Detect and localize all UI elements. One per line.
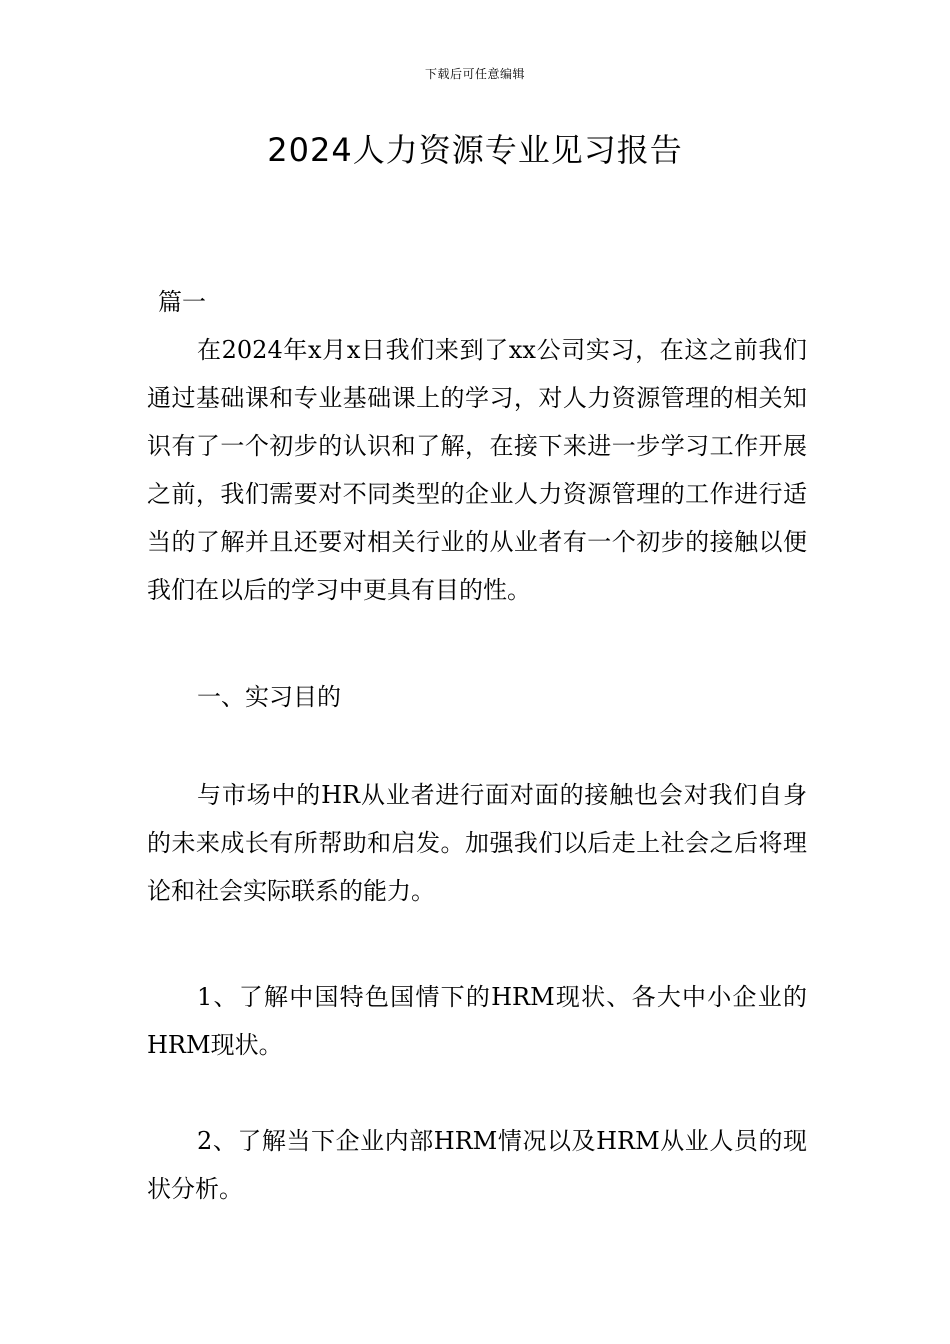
section-heading-block	[147, 673, 807, 721]
list-item-1: 1、了解中国特色国情下的HRM现状、各大中小企业的HRM现状。	[147, 983, 807, 1059]
list-item-1-block	[147, 973, 807, 1069]
list-item-2: 2、了解当下企业内部HRM情况以及HRM从业人员的现状分析。	[147, 1127, 807, 1203]
document-title: 2024人力资源专业见习报告	[267, 131, 683, 169]
page-header-note: 下载后可任意编辑	[424, 67, 525, 81]
purpose-paragraph: 与市场中的HR从业者进行面对面的接触也会对我们自身的未来成长有所帮助和启发。加强我们以后走上社会之后将理论和社会实际联系的能力。	[147, 781, 807, 905]
section-label: 篇一	[158, 288, 206, 316]
section-heading: 一、实习目的	[197, 683, 341, 711]
purpose-paragraph-block	[147, 771, 807, 915]
intro-paragraph: 在2024年x月x日我们来到了xx公司实习，在这之前我们通过基础课和专业基础课上的学习，对人力资源管理的相关知识有了一个初步的认识和了解，在接下来进一步学习工作开展之前，我们需要对不同类型的企业人力资源管理的工作进行适当的了解并且还要对相关行业的从业者有一个初步的接触以便我们在以后的学习中更具有目的性。	[147, 336, 807, 604]
intro-paragraph-block	[147, 326, 807, 614]
list-item-2-block	[147, 1117, 807, 1213]
